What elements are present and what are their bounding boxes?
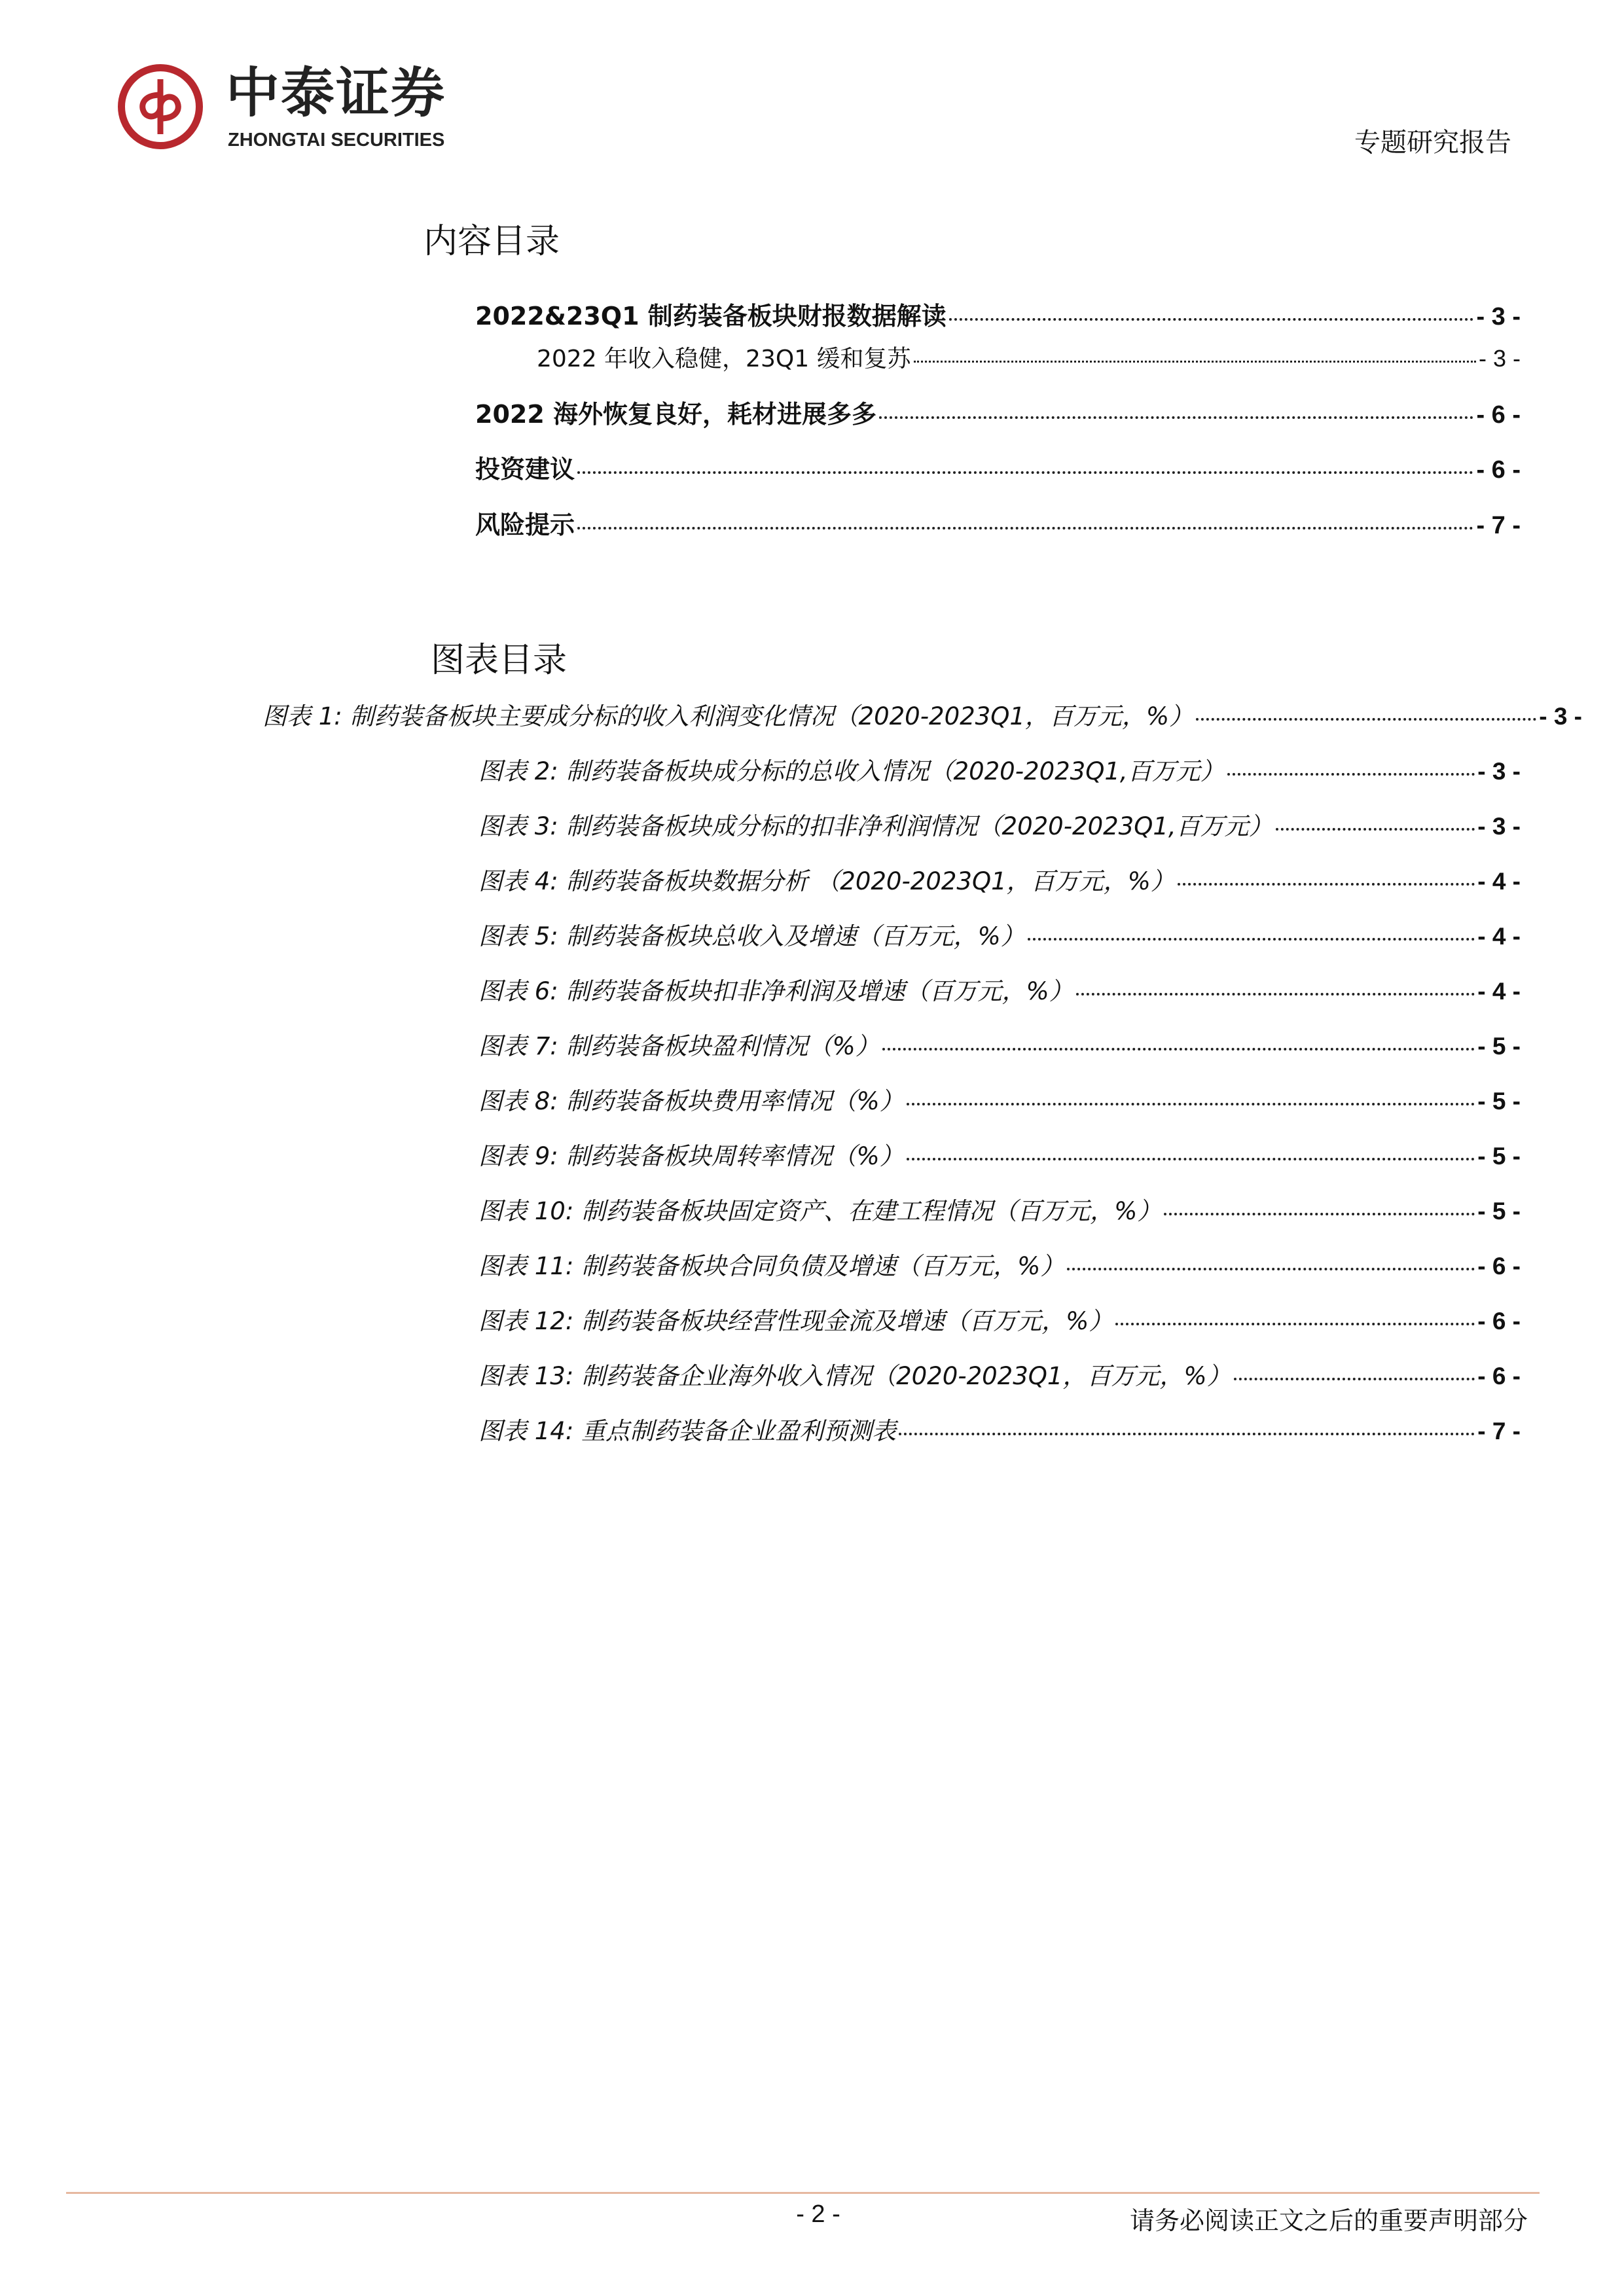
figure-toc-item[interactable] <box>478 1136 1521 1172</box>
toc-item-label: 2022 年收入稳健，23Q1 缓和复苏 <box>537 346 911 372</box>
leader-dots <box>577 471 1473 474</box>
leader-dots <box>899 1433 1475 1435</box>
leader-dots <box>577 527 1473 529</box>
figure-toc-label: 图表 5: 制药装备板块总收入及增速（百万元，%） <box>478 922 1025 950</box>
leader-dots <box>1076 993 1475 996</box>
footer-disclaimer: 请务必阅读正文之后的重要声明部分 <box>1129 2206 1528 2235</box>
leader-dots <box>1196 718 1536 721</box>
leader-dots <box>1164 1213 1475 1215</box>
toc-item[interactable] <box>475 449 1521 485</box>
leader-dots <box>907 1103 1475 1105</box>
figure-toc-label: 图表 14: 重点制药装备企业盈利预测表 <box>478 1417 897 1445</box>
figure-toc-page: - 6 - <box>1477 1308 1521 1335</box>
figure-toc-label: 图表 2: 制药装备板块成分标的总收入情况（2020-2023Q1,百万元） <box>478 757 1225 785</box>
figure-toc-item[interactable] <box>478 1026 1521 1062</box>
figures-title: 图表目录 <box>431 641 568 680</box>
figure-toc-page: - 4 - <box>1477 868 1521 895</box>
figure-toc-item[interactable] <box>478 861 1521 897</box>
leader-dots <box>1234 1378 1475 1380</box>
figure-toc-item[interactable] <box>478 1301 1521 1336</box>
figure-toc-item[interactable] <box>478 806 1521 842</box>
figure-toc-item[interactable] <box>478 971 1521 1007</box>
toc-item-page: - 7 - <box>1476 512 1521 539</box>
figure-toc-item[interactable] <box>478 1356 1521 1391</box>
leader-dots <box>1115 1323 1475 1325</box>
company-logo <box>118 64 491 162</box>
leader-dots <box>879 416 1473 419</box>
figure-toc-label: 图表 6: 制药装备板块扣非净利润及增速（百万元，%） <box>478 977 1074 1005</box>
figure-toc-item[interactable] <box>478 1081 1521 1117</box>
figure-toc-page: - 3 - <box>1477 813 1521 840</box>
page-number: - 2 - <box>796 2200 840 2228</box>
figure-toc-page: - 5 - <box>1477 1143 1521 1170</box>
toc-item[interactable] <box>475 394 1521 430</box>
toc-item-label: 投资建议 <box>475 455 575 484</box>
toc-item[interactable] <box>475 296 1521 332</box>
figure-toc-label: 图表 9: 制药装备板块周转率情况（%） <box>478 1142 904 1170</box>
figure-toc-page: - 6 - <box>1477 1253 1521 1280</box>
figure-toc-item[interactable] <box>478 1191 1521 1227</box>
toc-item-page: - 3 - <box>1476 303 1521 331</box>
leader-dots <box>882 1048 1475 1050</box>
figure-toc-label: 图表 10: 制药装备板块固定资产、在建工程情况（百万元，%） <box>478 1197 1162 1225</box>
leader-dots <box>1227 773 1475 776</box>
toc-item-label: 2022 海外恢复良好，耗材进展多多 <box>475 400 876 429</box>
toc-item-page: - 6 - <box>1476 401 1521 429</box>
toc-item-label: 风险提示 <box>475 511 575 539</box>
leader-dots <box>949 318 1474 321</box>
figure-toc-page: - 5 - <box>1477 1033 1521 1060</box>
leader-dots <box>1276 828 1475 831</box>
toc-item-label: 2022&23Q1 制药装备板块财报数据解读 <box>475 302 947 331</box>
logo-text-en: ZHONGTAI SECURITIES <box>228 130 445 151</box>
figure-toc-label: 图表 3: 制药装备板块成分标的扣非净利润情况（2020-2023Q1,百万元） <box>478 812 1273 840</box>
toc-item-page: - 3 - <box>1478 345 1521 372</box>
figure-toc-page: - 3 - <box>1539 703 1582 730</box>
figure-toc-label: 图表 11: 制药装备板块合同负债及增速（百万元，%） <box>478 1252 1065 1280</box>
figure-toc-page: - 5 - <box>1477 1198 1521 1225</box>
figure-toc-page: - 4 - <box>1477 923 1521 950</box>
figure-toc-page: - 6 - <box>1477 1363 1521 1390</box>
figure-toc-page: - 5 - <box>1477 1088 1521 1115</box>
figure-toc-item[interactable] <box>262 696 1582 732</box>
figure-toc-page: - 7 - <box>1477 1418 1521 1444</box>
footer-divider <box>66 2192 1540 2194</box>
figure-toc-page: - 4 - <box>1477 978 1521 1005</box>
leader-dots <box>1178 883 1475 886</box>
figure-toc-label: 图表 7: 制药装备板块盈利情况（%） <box>478 1032 880 1060</box>
leader-dots <box>1028 938 1475 941</box>
figure-toc-label: 图表 12: 制药装备板块经营性现金流及增速（百万元，%） <box>478 1307 1113 1335</box>
figure-toc-item[interactable] <box>478 1246 1521 1282</box>
figure-toc-label: 图表 13: 制药装备企业海外收入情况（2020-2023Q1，百万元，%） <box>478 1362 1231 1390</box>
contents-title: 内容目录 <box>424 222 560 261</box>
figure-toc-item[interactable] <box>478 916 1521 952</box>
toc-item[interactable] <box>475 505 1521 541</box>
figure-toc-label: 图表 4: 制药装备板块数据分析 （2020-2023Q1，百万元，%） <box>478 867 1175 895</box>
leader-dots <box>1067 1268 1475 1270</box>
toc-item[interactable] <box>537 340 1521 374</box>
logo-text-cn: 中泰证券 <box>226 62 446 124</box>
figure-toc-label: 图表 1: 制药装备板块主要成分标的收入利润变化情况（2020-2023Q1，百万元，%） <box>262 702 1194 730</box>
figure-toc-item[interactable] <box>478 751 1521 787</box>
toc-item-page: - 6 - <box>1476 456 1521 484</box>
figure-toc-item[interactable] <box>478 1411 1521 1446</box>
figure-toc-page: - 3 - <box>1477 758 1521 785</box>
logo-emblem-icon <box>118 64 203 149</box>
report-type: 专题研究报告 <box>1354 128 1511 158</box>
leader-dots <box>907 1158 1475 1160</box>
leader-dots <box>914 361 1476 363</box>
figure-toc-label: 图表 8: 制药装备板块费用率情况（%） <box>478 1087 904 1115</box>
